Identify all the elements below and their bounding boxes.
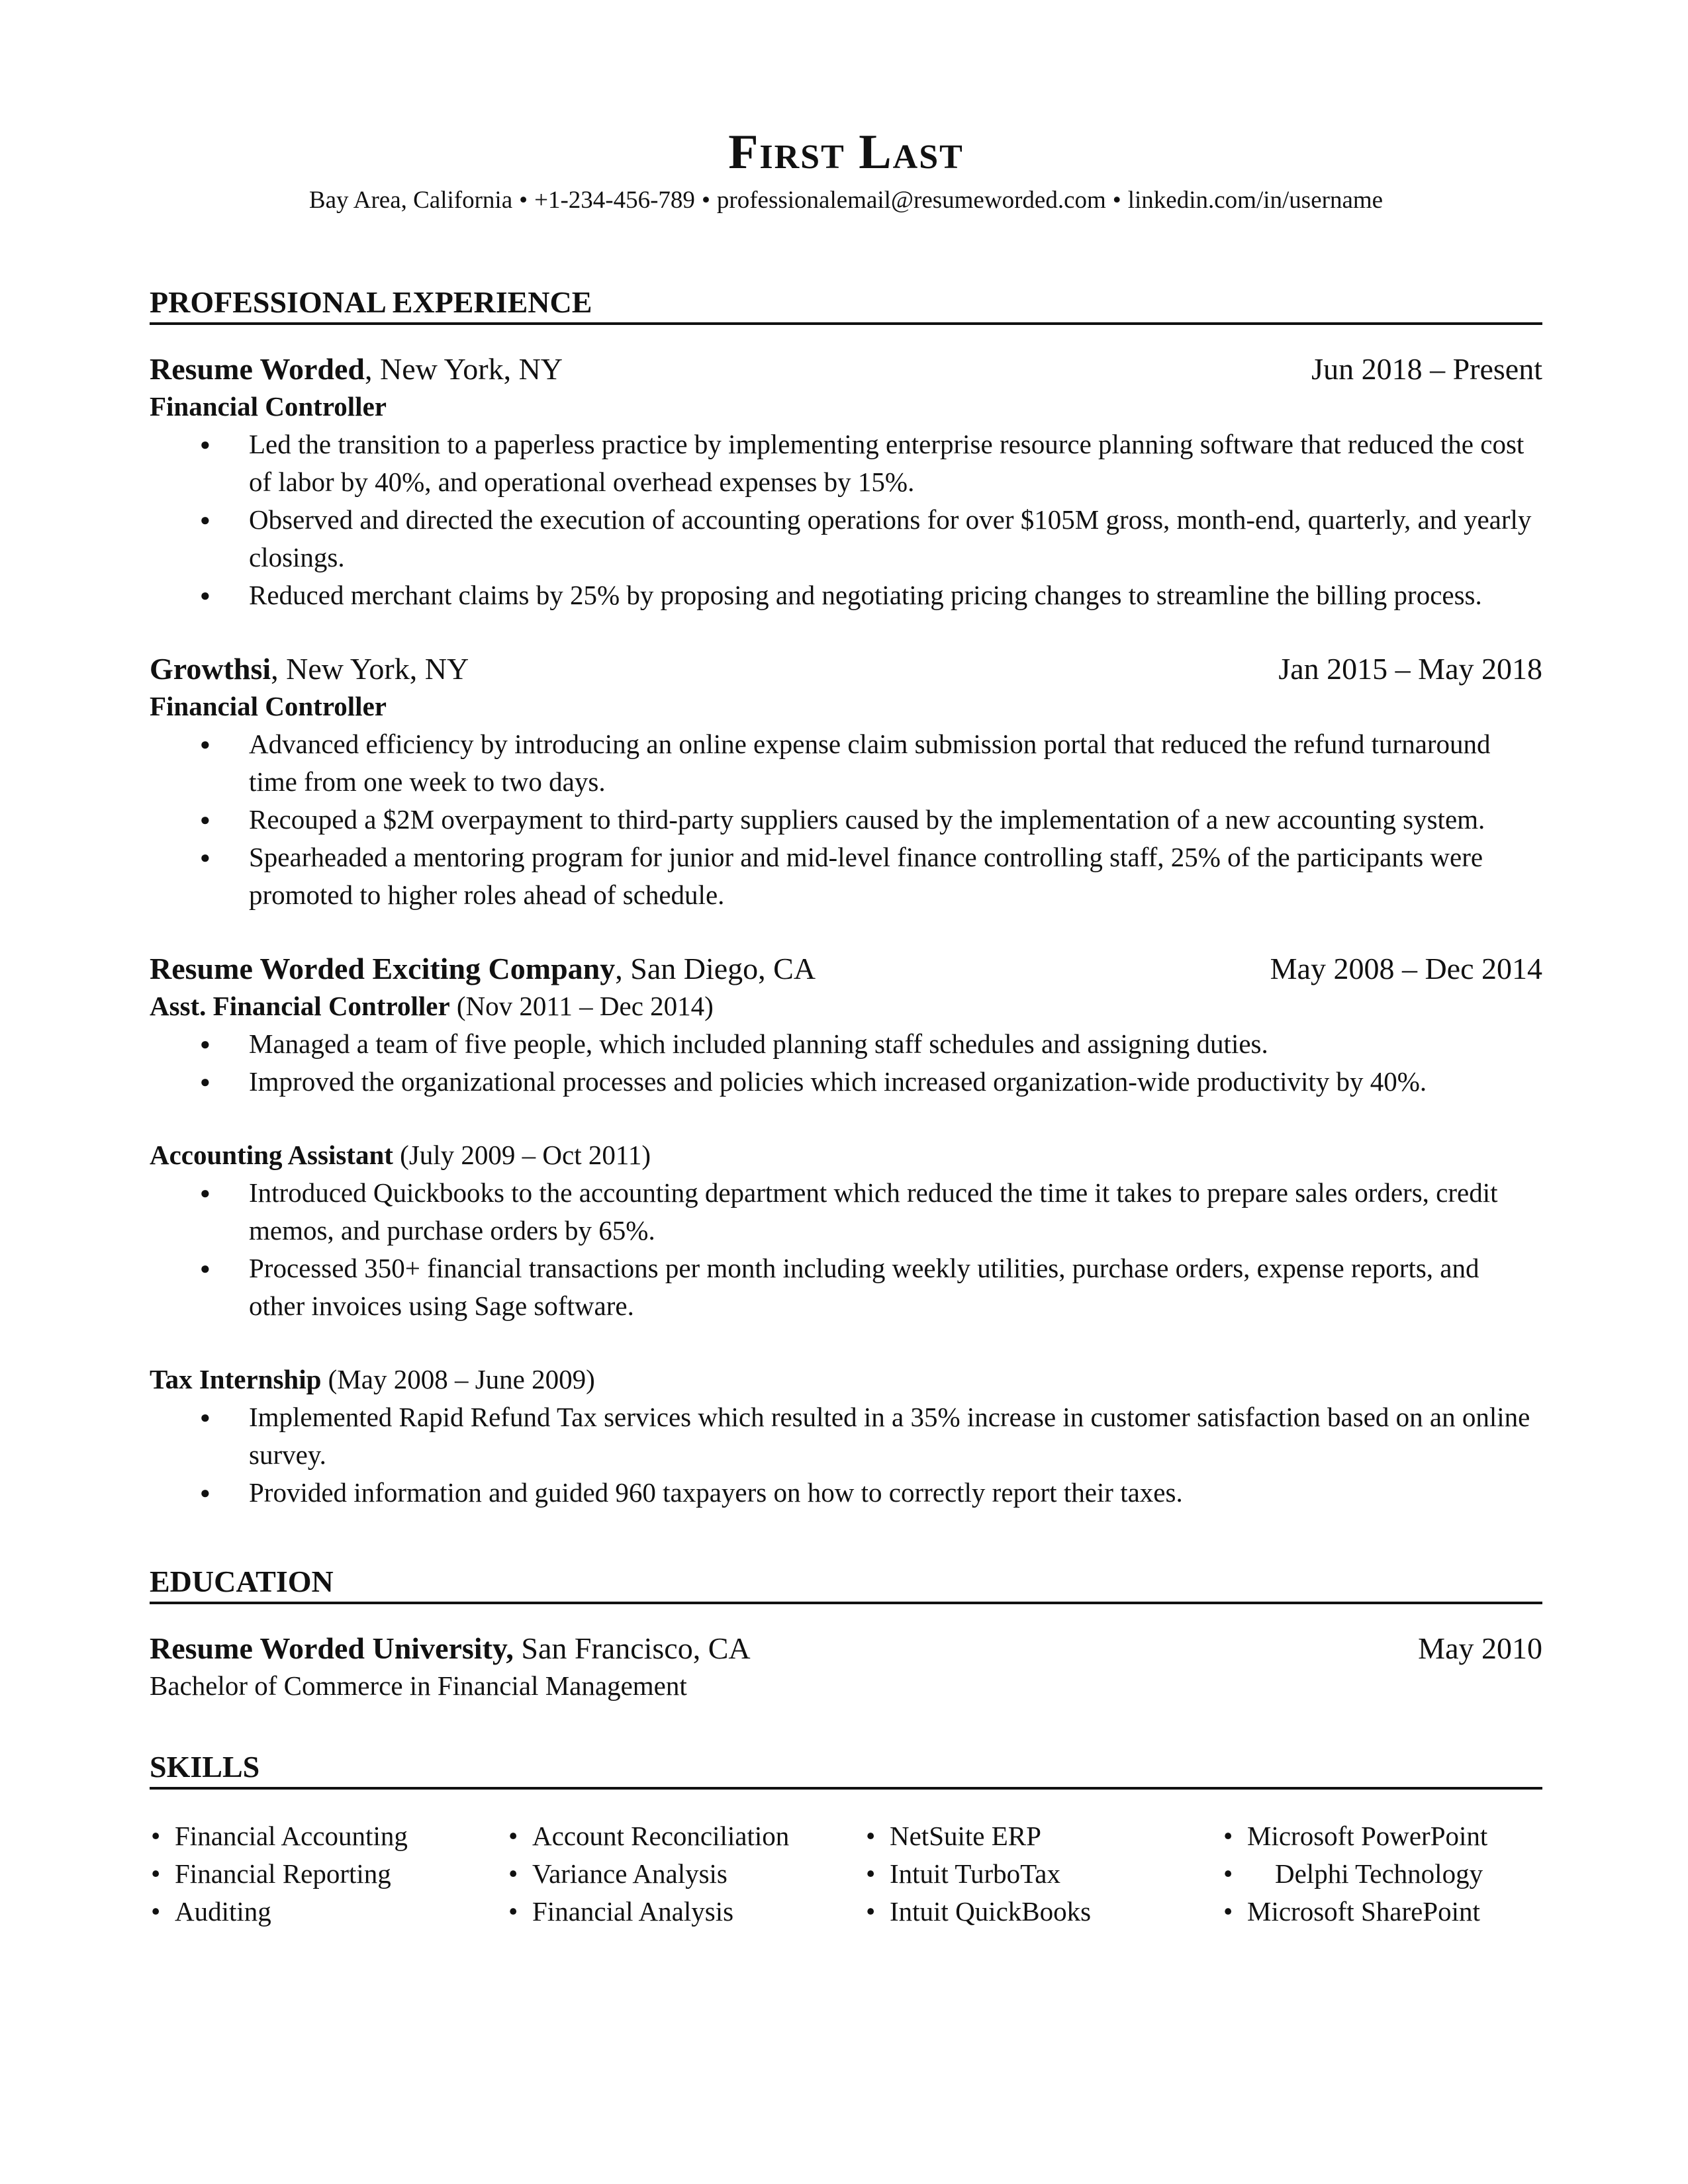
job-role	[150, 1136, 1542, 1174]
degree: Bachelor of Commerce in Financial Management	[150, 1670, 687, 1701]
job-header	[150, 350, 1542, 388]
skill-item: • Account Reconciliation	[507, 1817, 865, 1855]
contact-phone: +1-234-456-789	[534, 187, 695, 214]
skill-item: • Financial Analysis	[507, 1893, 865, 1931]
skill-item: • Delphi Technology	[1222, 1855, 1542, 1893]
skill-item: • Financial Accounting	[150, 1817, 507, 1855]
role-title: Financial Controller	[150, 691, 387, 721]
contact-email[interactable]: professionalemail@resumeworded.com	[716, 187, 1106, 214]
job-role	[150, 987, 1542, 1025]
education-date: May 2010	[1418, 1631, 1542, 1665]
bullet-item: ● Led the transition to a paperless practice by implementing enterprise resource planning software that reduced the cost of labor by 40%, and operational overhead expenses by 15%.	[150, 426, 1542, 501]
skill-item: • Variance Analysis	[507, 1855, 865, 1893]
bullet-item: ● Implemented Rapid Refund Tax services which resulted in a 35% increase in customer satisfaction based on an online survey.	[150, 1398, 1542, 1474]
contact-linkedin[interactable]: linkedin.com/in/username	[1127, 187, 1383, 214]
bullet-item: ● Improved the organizational processes and policies which increased organization-wide productivity by 40%.	[150, 1063, 1542, 1101]
skill-item: • Financial Reporting	[150, 1855, 507, 1893]
bullet-item: ● Provided information and guided 960 taxpayers on how to correctly report their taxes.	[150, 1474, 1542, 1512]
section-title-skills: SKILLS	[150, 1749, 1542, 1790]
contact-separator: •	[701, 187, 710, 214]
bullet-item: ● Advanced efficiency by introducing an online expense claim submission portal that reduced the refund turnaround time from one week to two days.	[150, 725, 1542, 801]
contact-separator: •	[1112, 187, 1121, 214]
role-dates: (May 2008 – June 2009)	[321, 1364, 595, 1394]
role-dates: (Nov 2011 – Dec 2014)	[449, 991, 714, 1021]
skill-item: • Intuit QuickBooks	[865, 1893, 1222, 1931]
job-dates: Jan 2015 – May 2018	[1278, 652, 1542, 686]
section-title-experience: PROFESSIONAL EXPERIENCE	[150, 284, 1542, 325]
role-title: Asst. Financial Controller	[150, 991, 450, 1021]
skill-item: • Microsoft PowerPoint	[1222, 1817, 1542, 1855]
company-name: Resume Worded	[150, 352, 365, 386]
bullet-list	[150, 725, 1542, 914]
skills-grid	[150, 1817, 1542, 1931]
company-location: , San Diego, CA	[615, 952, 816, 985]
bullet-item: ● Spearheaded a mentoring program for junior and mid-level finance controlling staff, 25% of the participants were promoted to higher roles ahead of schedule.	[150, 839, 1542, 914]
bullet-list	[150, 1025, 1542, 1101]
skill-item: • NetSuite ERP	[865, 1817, 1222, 1855]
company-name: Resume Worded Exciting Company	[150, 952, 616, 985]
bullet-item: ● Observed and directed the execution of accounting operations for over $105M gross, month-end, quarterly, and yearly closings.	[150, 501, 1542, 576]
skill-item: • Auditing	[150, 1893, 507, 1931]
job-dates: Jun 2018 – Present	[1311, 352, 1542, 386]
contact-separator: •	[519, 187, 528, 214]
job-entry	[150, 950, 1542, 1512]
bullet-list	[150, 426, 1542, 614]
bullet-item: ● Processed 350+ financial transactions per month including weekly utilities, purchase orders, expense reports, and other invoices using Sage software.	[150, 1250, 1542, 1325]
school-name: Resume Worded University,	[150, 1631, 514, 1665]
skill-item: • Intuit TurboTax	[865, 1855, 1222, 1893]
education-header	[150, 1629, 1542, 1667]
role-title: Financial Controller	[150, 391, 387, 422]
role-title: Tax Internship	[150, 1364, 322, 1394]
role-title: Accounting Assistant	[150, 1140, 393, 1170]
bullet-item: ● Reduced merchant claims by 25% by proposing and negotiating pricing changes to streamline the billing process.	[150, 576, 1542, 614]
job-role	[150, 688, 1542, 725]
resume-page	[150, 122, 1542, 1931]
job-entry	[150, 650, 1542, 914]
job-role	[150, 388, 1542, 426]
company-location: , New York, NY	[271, 652, 469, 686]
job-header	[150, 650, 1542, 688]
job-header	[150, 950, 1542, 987]
contact-location: Bay Area, California	[308, 187, 513, 214]
bullet-list	[150, 1398, 1542, 1512]
job-role	[150, 1361, 1542, 1398]
role-dates: (July 2009 – Oct 2011)	[393, 1140, 651, 1170]
section-title-education: EDUCATION	[150, 1563, 1542, 1604]
company-name: Growthsi	[150, 652, 271, 686]
bullet-item: ● Recouped a $2M overpayment to third-party suppliers caused by the implementation of a new accounting system.	[150, 801, 1542, 839]
job-dates: May 2008 – Dec 2014	[1270, 952, 1542, 985]
candidate-name: First Last	[728, 125, 964, 179]
company-location: , New York, NY	[365, 352, 563, 386]
skill-item: • Microsoft SharePoint	[1222, 1893, 1542, 1931]
bullet-item: ● Introduced Quickbooks to the accounting department which reduced the time it takes to prepare sales orders, credit memos, and purchase orders by 65%.	[150, 1174, 1542, 1250]
school-location: San Francisco, CA	[513, 1631, 751, 1665]
contact-line	[150, 185, 1542, 216]
job-entry	[150, 350, 1542, 614]
bullet-item: ● Managed a team of five people, which included planning staff schedules and assigning duties.	[150, 1025, 1542, 1063]
bullet-list	[150, 1174, 1542, 1325]
